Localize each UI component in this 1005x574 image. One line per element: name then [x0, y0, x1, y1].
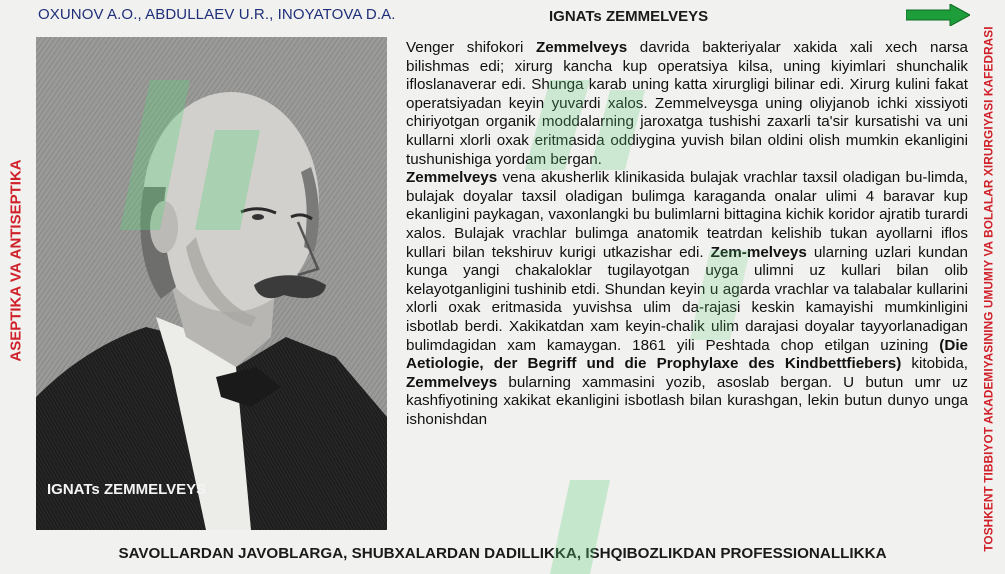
portrait-caption: IGNATs ZEMMELVEYS — [47, 481, 207, 498]
paragraph-text: ularning uzlari kundan kunga yangi chakaloklar tugilayotgan uyga ulimni uz kullari bilan olib kelayotganligini tushinib etdi. Shundan keyin u agarda vrachlar va talabalar kullarini xlorli oxak eritmasida yuvishsa ulim da-rajasi keskin kamayishi mumkinligini isbotlab berdi. Xakikatdan xam keyin-chalik ulim darajasi doyalar tayyorlanadigan bulimdagidan xam kamaygan. 1861 yili Peshtada chop etilgan uzining — [406, 243, 968, 354]
paragraph-text: kitobida, — [901, 355, 968, 373]
slogan-footer: SAVOLLARDAN JAVOBLARGA, SHUBXALARDAN DADILLIKKA, ISHQIBOZLIKDAN PROFESSIONALLIKKA — [118, 545, 887, 562]
authors-header: OXUNOV A.O., ABDULLAEV U.R., INOYATOVA D.A. — [38, 6, 396, 23]
emphasis-text: Zemmelveys — [406, 373, 498, 391]
body-text — [406, 39, 968, 550]
paragraph-text: vena akusherlik klinikasida bulajak vrachlar taxsil oladigan bu-limda, bulajak doyalar taxsil oladigan bulimga karaganda onalar ulimi 4 baravar kup ekanligini paykagan, vaxonlangki bu bulimlarni bittagina kichik koridor ajratib turardi xalos. Bulajak vrachlar bulimga anatomik teatrdan kelishib tukan ayollarni iflos kullari bilan tekshiruv kurigi utkazishar edi. — [406, 169, 968, 261]
paragraph-text: davrida bakteriyalar xakida xali xech narsa bilishmas edi; xirurg kancha kup operatsiya kilsa, uning kiyimlari shunchalik ifloslanaverar edi. Shunga karab uning katta xirurgligi bilinar edi. Xirurg kulini fakat operatsiyadan keyin yuvardi xalos. Zemmelveysga uning oliyjanob ichki xissiyoti chiriyotgan organik moddalarning jaroxatga tushishi zaxarli ta'sir kursatishi va uni kullarni xlorli oxak eritmasida oddiygina yuvish bilan oldini olish mumkin ekanligini tushunishiga yordam bergan. — [406, 39, 968, 168]
side-label-left-text: ASEPTIKA VA ANTISEPTIKA — [7, 158, 25, 362]
side-label-right — [977, 26, 1001, 552]
paragraph-text: bularning xammasini yozib, asoslab bergan. U butun umr uz kashfiyotining xakikat ekanligini isbotlash bilan kurashgan, lekin butun dunyo unga ishonishdan — [406, 373, 968, 428]
side-label-left — [6, 150, 26, 370]
portrait-image — [36, 37, 387, 530]
next-slide-button[interactable] — [906, 4, 970, 26]
portrait-engraving — [36, 37, 387, 530]
emphasis-text: Zemmelveys — [535, 39, 628, 56]
slide-title: IGNATs ZEMMELVEYS — [549, 8, 709, 25]
emphasis-text: Zemmelveys — [406, 169, 498, 187]
emphasis-text: Zem-melveys — [710, 243, 807, 261]
emphasis-text: (Die Aetiologie, der Begriff und die Prophylaxe des Kindbettfiebers) — [406, 336, 968, 373]
side-label-right-text: TOSHKENT TIBBIYOT AKADEMIYASINING UMUMIY VA BOLALAR XIRURGIYASI KAFEDRASI — [982, 26, 996, 552]
body-paragraph — [406, 39, 968, 169]
body-paragraph — [406, 169, 968, 429]
paragraph-text: Venger shifokori — [406, 39, 536, 56]
arrow-right-icon — [906, 4, 970, 26]
